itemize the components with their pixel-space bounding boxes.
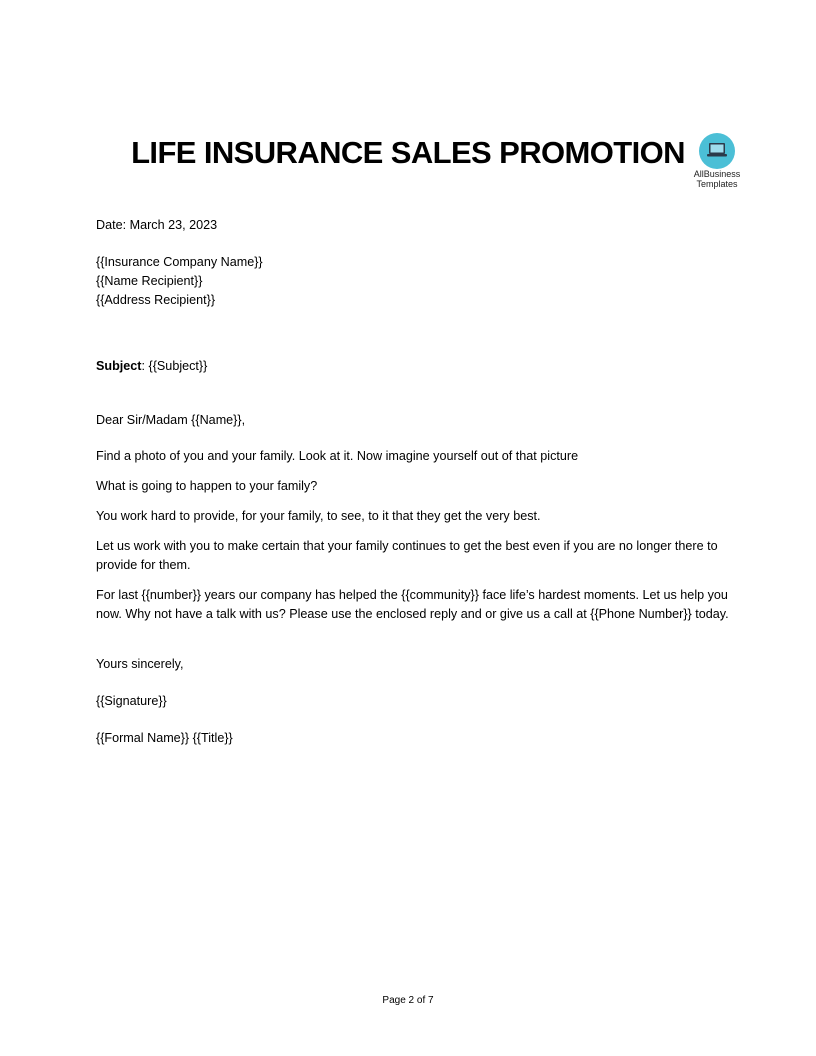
page-number: Page 2 of 7	[382, 995, 434, 1006]
paragraph-5: For last {{number}} years our company has helped the {{community}} face life’s hardest moments. Let us help you now. Why not have a talk with us? Please use the enclosed reply and or give us a call at {{Phone Number}} today.	[96, 588, 729, 621]
paragraph-4: Let us work with you to make certain that your family continues to get the best even if you are no longer there to provide for them.	[96, 539, 718, 572]
logo-text-line-2: Templates	[696, 179, 738, 189]
letter-date: Date: March 23, 2023	[96, 218, 218, 232]
address-company: {{Insurance Company Name}}	[96, 255, 263, 269]
subject-line	[96, 357, 736, 376]
salutation: Dear Sir/Madam {{Name}},	[96, 413, 246, 427]
paragraph-2: What is going to happen to your family?	[96, 479, 318, 493]
allbusiness-logo	[684, 133, 750, 189]
document-title: LIFE INSURANCE SALES PROMOTION	[131, 135, 685, 170]
logo-badge	[699, 133, 735, 169]
subject-value: : {{Subject}}	[141, 359, 208, 373]
address-name: {{Name Recipient}}	[96, 274, 203, 288]
laptop-icon	[706, 141, 728, 159]
address-street: {{Address Recipient}}	[96, 293, 216, 307]
signature: {{Signature}}	[96, 694, 167, 708]
formal-name: {{Formal Name}} {{Title}}	[96, 731, 233, 745]
paragraph-1: Find a photo of you and your family. Look at it. Now imagine yourself out of that picture	[96, 449, 579, 463]
logo-text-line-1: AllBusiness	[693, 169, 741, 179]
paragraph-3: You work hard to provide, for your family, to see, to it that they get the very best.	[96, 509, 541, 523]
closing: Yours sincerely,	[96, 657, 184, 671]
subject-label: Subject	[96, 359, 142, 373]
